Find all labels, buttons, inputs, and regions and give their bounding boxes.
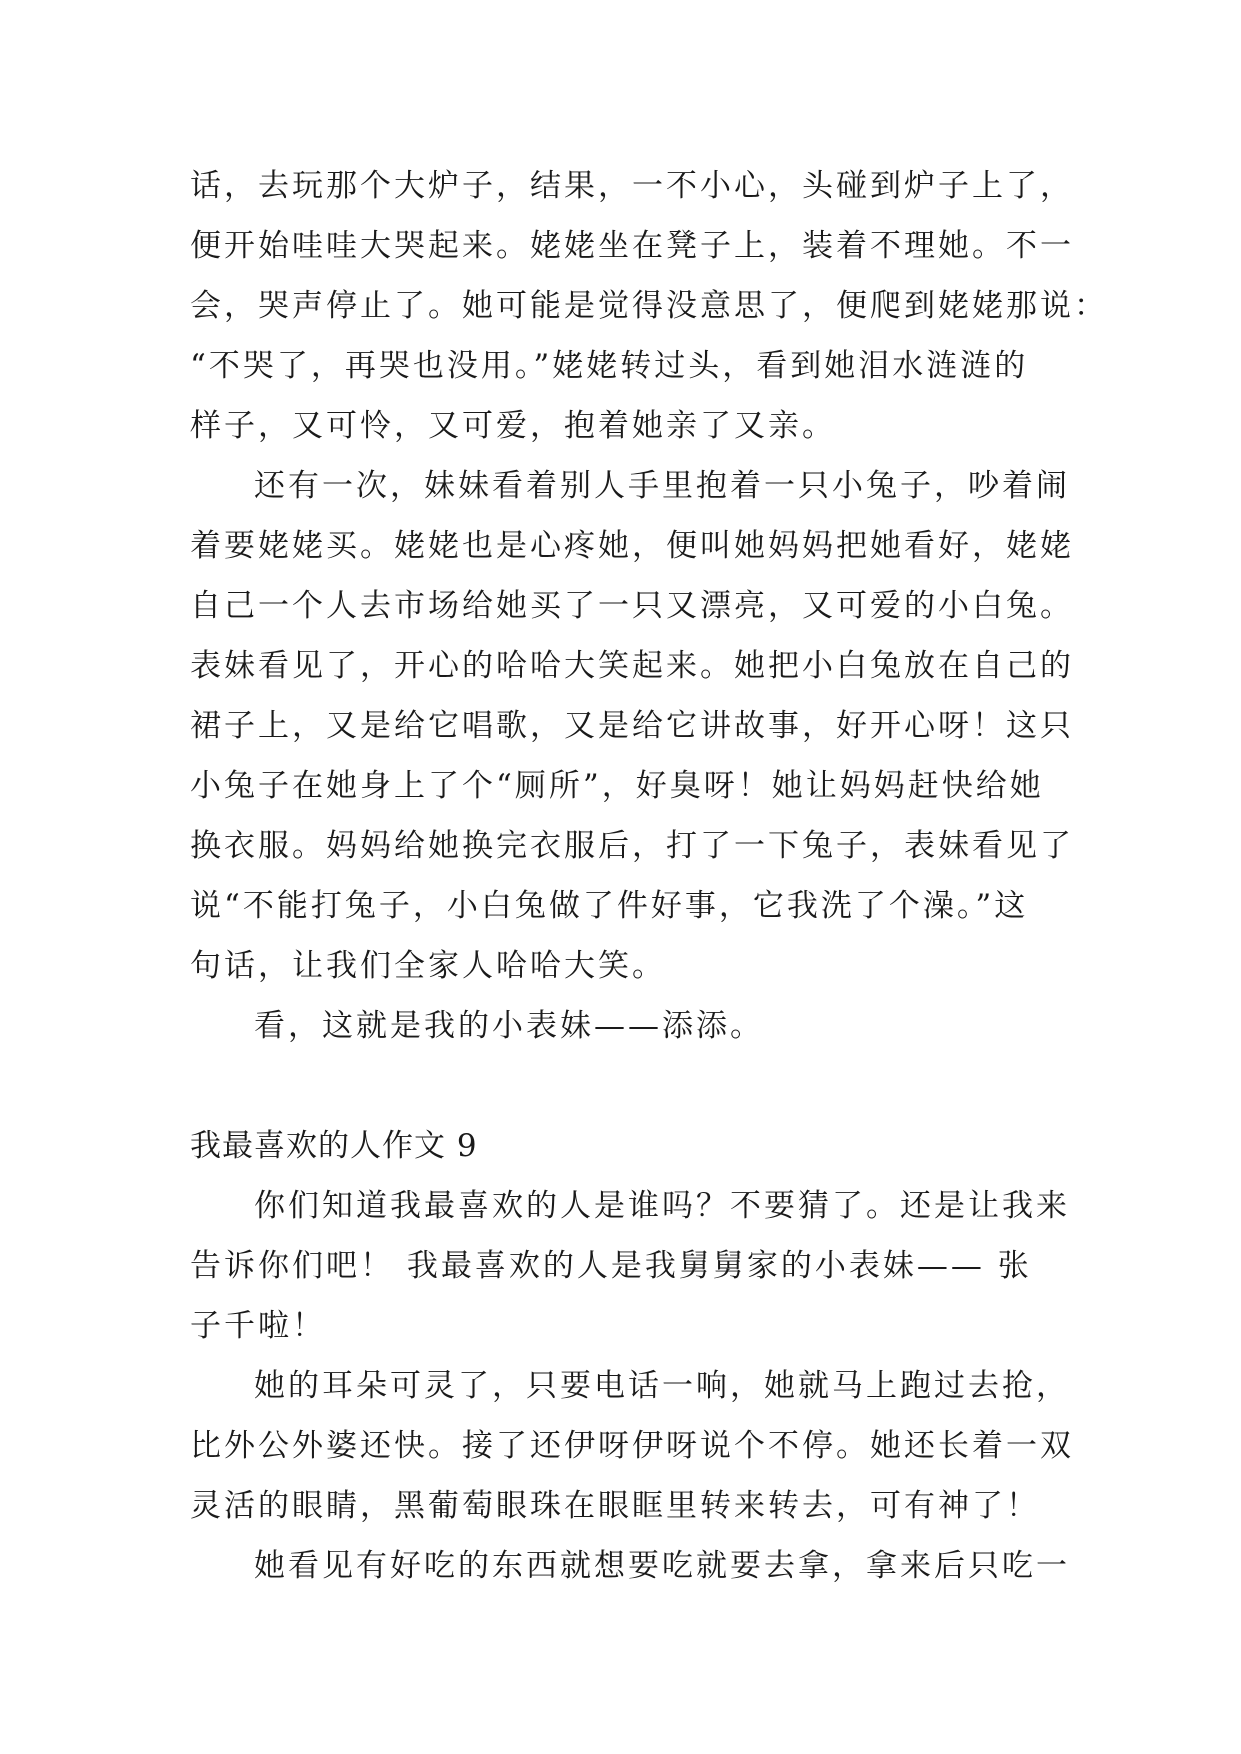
paragraph-line: 便开始哇哇大哭起来。姥姥坐在凳子上，装着不理她。不一 bbox=[190, 228, 1074, 264]
paragraph-line: 着要姥姥买。姥姥也是心疼她，便叫她妈妈把她看好，姥姥 bbox=[190, 528, 1074, 564]
paragraph-line: 裙子上，又是给它唱歌，又是给它讲故事，好开心呀！这只 bbox=[190, 708, 1074, 744]
paragraph-line: 她看见有好吃的东西就想要吃就要去拿，拿来后只吃一 bbox=[254, 1548, 1070, 1584]
paragraph-line: 灵活的眼睛，黑葡萄眼珠在眼眶里转来转去，可有神了！ bbox=[190, 1488, 1040, 1524]
paragraph-line: 话，去玩那个大炉子，结果，一不小心，头碰到炉子上了， bbox=[190, 168, 1074, 204]
paragraph-line: 比外公外婆还快。接了还伊呀伊呀说个不停。她还长着一双 bbox=[190, 1428, 1074, 1464]
paragraph-line: 样子，又可怜，又可爱，抱着她亲了又亲。 bbox=[190, 408, 836, 444]
section-title: 我最喜欢的人作文 9 bbox=[190, 1128, 478, 1164]
paragraph-line: 你们知道我最喜欢的人是谁吗？不要猜了。还是让我来 bbox=[254, 1188, 1070, 1224]
paragraph-line: 会，哭声停止了。她可能是觉得没意思了，便爬到姥姥那说： bbox=[190, 288, 1108, 324]
paragraph-line: 表妹看见了，开心的哈哈大笑起来。她把小白兔放在自己的 bbox=[190, 648, 1074, 684]
paragraph-line: 她的耳朵可灵了，只要电话一响，她就马上跑过去抢， bbox=[254, 1368, 1070, 1404]
paragraph-line: 告诉你们吧！ 我最喜欢的人是我舅舅家的小表妹—— 张 bbox=[190, 1248, 1032, 1284]
paragraph-line: 说“不能打兔子，小白兔做了件好事，它我洗了个澡。”这 bbox=[190, 888, 1029, 924]
paragraph-line: 换衣服。妈妈给她换完衣服后，打了一下兔子，表妹看见了 bbox=[190, 828, 1074, 864]
paragraph-line: “不哭了，再哭也没用。”姥姥转过头，看到她泪水涟涟的 bbox=[190, 348, 1029, 384]
paragraph-line: 自己一个人去市场给她买了一只又漂亮，又可爱的小白兔。 bbox=[190, 588, 1074, 624]
paragraph-line: 小兔子在她身上了个“厕所”，好臭呀！她让妈妈赶快给她 bbox=[190, 768, 1044, 804]
paragraph-line: 句话，让我们全家人哈哈大笑。 bbox=[190, 948, 666, 984]
paragraph-line: 还有一次，妹妹看着别人手里抱着一只小兔子，吵着闹 bbox=[254, 468, 1070, 504]
paragraph-line: 看，这就是我的小表妹——添添。 bbox=[254, 1008, 764, 1044]
paragraph-line: 子千啦！ bbox=[190, 1308, 326, 1344]
